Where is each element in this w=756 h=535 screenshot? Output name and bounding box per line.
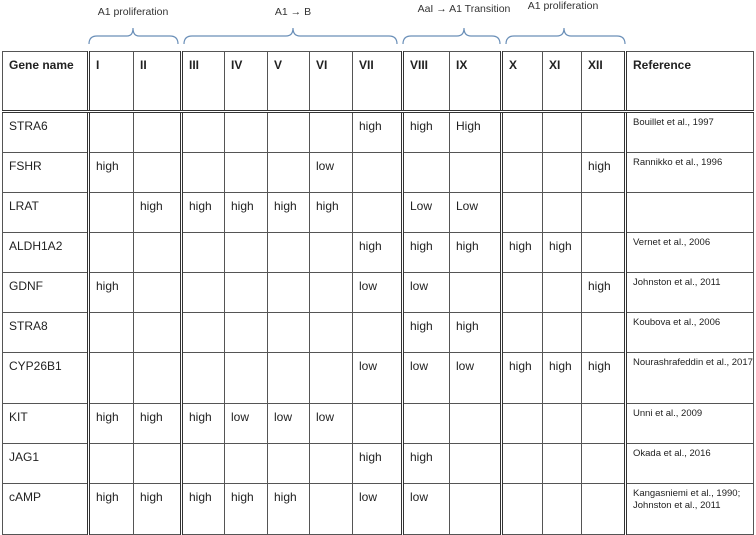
phase-header	[0, 0, 756, 52]
gene-expression-table	[2, 51, 754, 535]
expression-cell	[310, 484, 353, 535]
header-gene-name: Gene name	[3, 52, 89, 112]
header-stage-vi: VI	[310, 52, 353, 112]
expression-cell: high	[225, 193, 268, 233]
header-stage-iii: III	[182, 52, 225, 112]
expression-cell: high	[353, 444, 403, 484]
expression-cell	[268, 153, 310, 193]
expression-cell	[182, 313, 225, 353]
expression-cell: high	[225, 484, 268, 535]
expression-cell	[502, 112, 543, 153]
phase-label-3: AaI → A1 Transition	[417, 3, 511, 15]
table-row	[3, 153, 754, 193]
expression-cell	[89, 233, 134, 273]
header-stage-iv: IV	[225, 52, 268, 112]
expression-cell	[582, 444, 626, 484]
expression-cell	[543, 444, 582, 484]
expression-cell	[502, 444, 543, 484]
expression-cell	[134, 313, 182, 353]
expression-cell	[353, 153, 403, 193]
gene-name-cell: LRAT	[3, 193, 89, 233]
expression-cell: low	[268, 404, 310, 444]
expression-cell: high	[543, 353, 582, 404]
expression-cell: high	[403, 313, 450, 353]
expression-cell	[543, 153, 582, 193]
expression-cell	[450, 484, 502, 535]
expression-cell	[268, 273, 310, 313]
expression-cell: high	[89, 273, 134, 313]
expression-cell: high	[310, 193, 353, 233]
expression-cell	[502, 193, 543, 233]
expression-cell	[134, 444, 182, 484]
expression-cell: high	[268, 484, 310, 535]
reference-cell	[626, 193, 754, 233]
expression-cell: low	[403, 273, 450, 313]
expression-cell	[182, 112, 225, 153]
expression-cell: low	[450, 353, 502, 404]
expression-cell	[268, 444, 310, 484]
expression-cell	[582, 193, 626, 233]
expression-cell	[182, 444, 225, 484]
expression-cell	[268, 233, 310, 273]
expression-cell	[310, 273, 353, 313]
expression-cell	[403, 153, 450, 193]
table-row	[3, 484, 754, 535]
expression-cell	[268, 313, 310, 353]
expression-cell	[403, 404, 450, 444]
expression-cell: high	[582, 353, 626, 404]
expression-cell	[543, 193, 582, 233]
expression-cell	[582, 112, 626, 153]
expression-cell	[89, 313, 134, 353]
expression-cell: high	[582, 153, 626, 193]
expression-cell	[450, 153, 502, 193]
table-body	[3, 112, 754, 535]
expression-cell: low	[403, 353, 450, 404]
gene-name-cell: STRA6	[3, 112, 89, 153]
expression-cell	[502, 313, 543, 353]
header-reference: Reference	[626, 52, 754, 112]
expression-cell	[353, 404, 403, 444]
reference-cell: Johnston et al., 2011	[626, 273, 754, 313]
reference-cell: Koubova et al., 2006	[626, 313, 754, 353]
gene-name-cell: GDNF	[3, 273, 89, 313]
table-row	[3, 233, 754, 273]
expression-cell	[353, 313, 403, 353]
expression-cell	[582, 484, 626, 535]
expression-cell: low	[353, 353, 403, 404]
expression-cell: high	[182, 404, 225, 444]
expression-cell	[450, 404, 502, 444]
reference-cell: Unni et al., 2009	[626, 404, 754, 444]
expression-cell	[502, 404, 543, 444]
expression-cell	[310, 313, 353, 353]
expression-cell	[582, 313, 626, 353]
expression-cell: high	[582, 273, 626, 313]
phase-label-2: A1 → B	[274, 6, 312, 18]
expression-cell: high	[89, 484, 134, 535]
table-row	[3, 112, 754, 153]
header-stage-x: X	[502, 52, 543, 112]
expression-cell: high	[502, 233, 543, 273]
expression-cell: high	[353, 233, 403, 273]
reference-cell: Nourashrafeddin et al., 2017	[626, 353, 754, 404]
header-row	[3, 52, 754, 112]
expression-cell: Low	[403, 193, 450, 233]
expression-cell: high	[182, 193, 225, 233]
expression-cell	[310, 444, 353, 484]
expression-cell: high	[134, 484, 182, 535]
expression-cell	[89, 353, 134, 404]
header-stage-viii: VIII	[403, 52, 450, 112]
expression-cell: high	[403, 233, 450, 273]
expression-cell	[89, 193, 134, 233]
bracket-3	[403, 28, 500, 44]
expression-cell	[543, 484, 582, 535]
header-stage-xi: XI	[543, 52, 582, 112]
header-stage-vii: VII	[353, 52, 403, 112]
expression-cell	[543, 112, 582, 153]
expression-cell	[310, 353, 353, 404]
expression-cell: high	[268, 193, 310, 233]
expression-cell: low	[225, 404, 268, 444]
table-row	[3, 313, 754, 353]
bracket-1	[89, 28, 178, 44]
expression-cell: high	[543, 233, 582, 273]
expression-cell	[225, 313, 268, 353]
expression-cell	[268, 112, 310, 153]
expression-cell	[225, 112, 268, 153]
reference-cell: Okada et al., 2016	[626, 444, 754, 484]
table-row	[3, 404, 754, 444]
expression-cell	[450, 444, 502, 484]
gene-name-cell: JAG1	[3, 444, 89, 484]
reference-cell: Vernet et al., 2006	[626, 233, 754, 273]
expression-cell	[502, 273, 543, 313]
reference-cell: Bouillet et al., 1997	[626, 112, 754, 153]
expression-cell	[225, 353, 268, 404]
expression-cell	[502, 153, 543, 193]
reference-cell: Rannikko et al., 1996	[626, 153, 754, 193]
expression-cell: low	[353, 273, 403, 313]
table-row	[3, 273, 754, 313]
expression-cell: high	[450, 313, 502, 353]
header-stage-i: I	[89, 52, 134, 112]
phase-brackets	[0, 0, 756, 52]
expression-cell	[543, 404, 582, 444]
expression-cell: high	[450, 233, 502, 273]
expression-cell	[225, 153, 268, 193]
expression-cell	[89, 112, 134, 153]
expression-cell	[582, 233, 626, 273]
phase-label-4: A1 proliferation	[527, 0, 599, 12]
expression-cell	[310, 112, 353, 153]
expression-cell	[182, 273, 225, 313]
expression-cell	[450, 273, 502, 313]
expression-cell	[134, 153, 182, 193]
gene-name-cell: cAMP	[3, 484, 89, 535]
expression-cell	[310, 233, 353, 273]
expression-cell	[543, 273, 582, 313]
expression-cell: high	[134, 193, 182, 233]
expression-cell	[225, 233, 268, 273]
expression-cell	[134, 233, 182, 273]
expression-cell: high	[182, 484, 225, 535]
expression-cell	[582, 404, 626, 444]
expression-cell	[182, 233, 225, 273]
expression-cell: high	[403, 444, 450, 484]
expression-cell: low	[353, 484, 403, 535]
gene-name-cell: KIT	[3, 404, 89, 444]
expression-cell: high	[353, 112, 403, 153]
expression-cell	[225, 444, 268, 484]
expression-cell: high	[134, 404, 182, 444]
expression-cell: high	[89, 153, 134, 193]
expression-cell: high	[403, 112, 450, 153]
header-stage-ix: IX	[450, 52, 502, 112]
expression-cell: Low	[450, 193, 502, 233]
expression-cell	[543, 313, 582, 353]
expression-cell: High	[450, 112, 502, 153]
header-stage-xii: XII	[582, 52, 626, 112]
reference-cell: Kangasniemi et al., 1990; Johnston et al., 2011	[626, 484, 754, 535]
expression-cell: low	[310, 153, 353, 193]
header-stage-v: V	[268, 52, 310, 112]
expression-cell	[134, 353, 182, 404]
bracket-2	[184, 28, 397, 44]
expression-cell	[268, 353, 310, 404]
gene-name-cell: ALDH1A2	[3, 233, 89, 273]
expression-cell	[89, 444, 134, 484]
phase-label-1: A1 proliferation	[97, 6, 169, 18]
expression-cell: low	[403, 484, 450, 535]
expression-cell: high	[502, 353, 543, 404]
gene-name-cell: CYP26B1	[3, 353, 89, 404]
gene-name-cell: FSHR	[3, 153, 89, 193]
header-stage-ii: II	[134, 52, 182, 112]
expression-cell	[182, 153, 225, 193]
table-row	[3, 193, 754, 233]
table-row	[3, 353, 754, 404]
gene-name-cell: STRA8	[3, 313, 89, 353]
expression-cell	[182, 353, 225, 404]
bracket-4	[506, 28, 625, 44]
expression-cell	[134, 273, 182, 313]
expression-cell	[134, 112, 182, 153]
table-row	[3, 444, 754, 484]
expression-cell	[353, 193, 403, 233]
expression-cell	[502, 484, 543, 535]
expression-cell: low	[310, 404, 353, 444]
expression-cell: high	[89, 404, 134, 444]
expression-cell	[225, 273, 268, 313]
